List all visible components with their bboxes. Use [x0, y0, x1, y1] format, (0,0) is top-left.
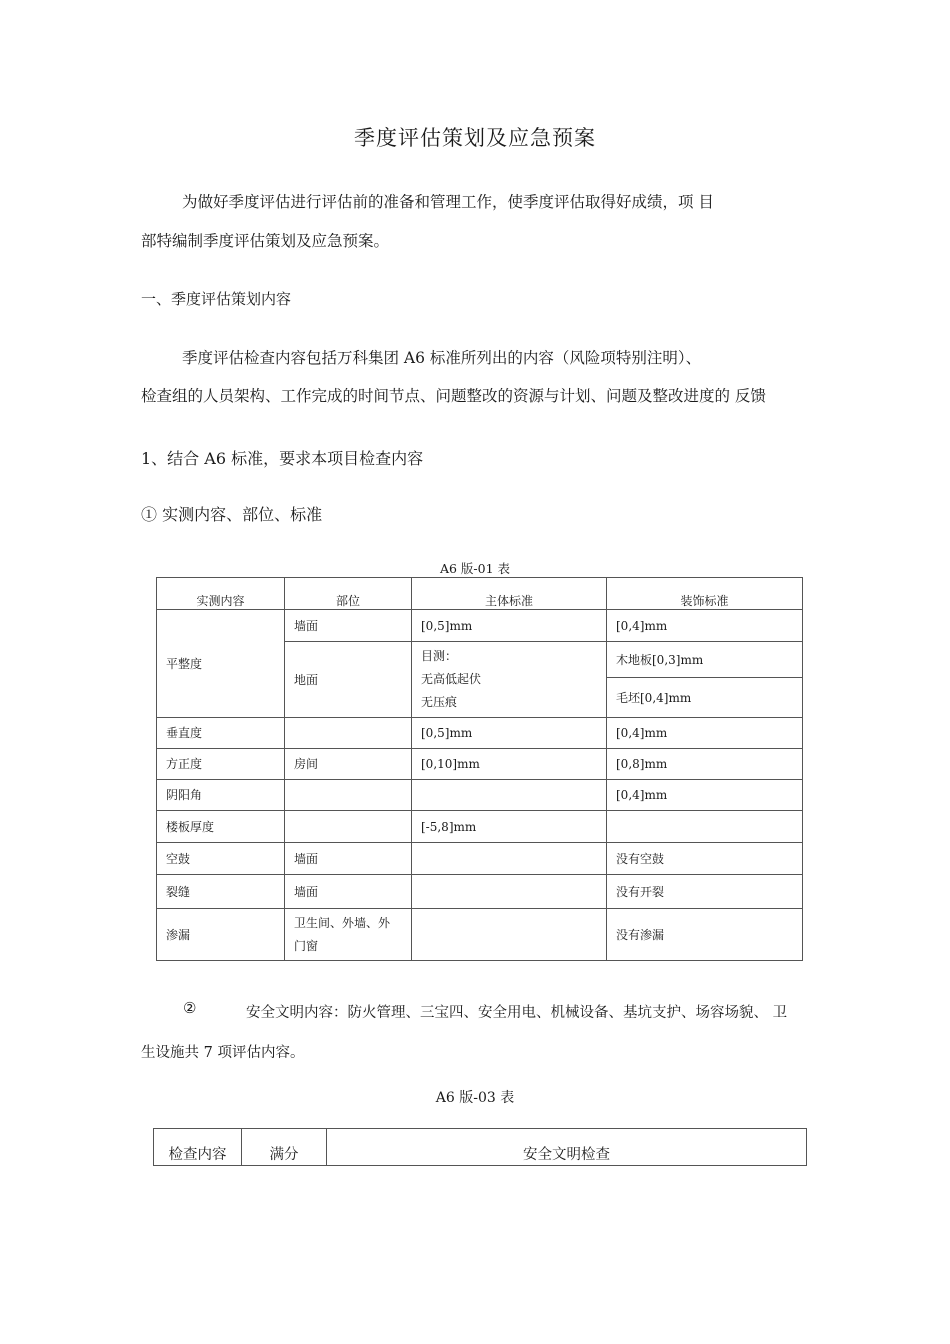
header-item: 实测内容 — [157, 578, 285, 610]
leak-part-line: 卫生间、外墙、外 — [294, 915, 391, 930]
cell-part — [285, 718, 412, 749]
cell-main — [412, 909, 607, 961]
cell-floor-part: 地面 — [285, 642, 412, 718]
cell-floor-deco-rough: 毛坯[0,4]mm — [607, 678, 803, 718]
intro-line-1: 为做好季度评估进行评估前的准备和管理工作，使季度评估取得好成绩，项 目 — [182, 193, 714, 211]
para2-line-2: 检查组的人员架构、工作完成的时间节点、问题整改的资源与计划、问题及整改进度的 反馈 — [141, 387, 766, 405]
cell-part — [285, 780, 412, 811]
leak-part-line: 门窗 — [294, 938, 319, 953]
measurement-table — [156, 577, 803, 961]
table2-caption: A6 版-03 表 — [435, 1090, 515, 1106]
item-1-heading: ① 实测内容、部位、标准 — [141, 505, 323, 524]
table-row — [157, 610, 803, 642]
cell-flatness: 平整度 — [157, 610, 285, 718]
cell-main — [412, 843, 607, 875]
page-title: 季度评估策划及应急预案 — [354, 126, 596, 150]
header-deco-standard: 装饰标准 — [607, 578, 803, 610]
intro-line-2: 部特编制季度评估策划及应急预案。 — [141, 232, 390, 250]
cell-main — [412, 875, 607, 909]
cell-item: 渗漏 — [157, 909, 285, 961]
header-part: 部位 — [285, 578, 412, 610]
cell-part — [285, 811, 412, 843]
cell-main: [0,5]mm — [412, 718, 607, 749]
cell-part: 房间 — [285, 749, 412, 780]
cell-main: [0,10]mm — [412, 749, 607, 780]
header-safety-check: 安全文明检查 — [327, 1129, 807, 1166]
cell-leak-part — [285, 909, 412, 961]
header-main-standard: 主体标准 — [412, 578, 607, 610]
table1-caption: A6 版-01 表 — [439, 561, 511, 576]
item-2-number: ② — [183, 999, 197, 1017]
cell-item: 楼板厚度 — [157, 811, 285, 843]
header-check-item: 检查内容 — [154, 1129, 242, 1166]
cell-deco: [0,4]mm — [607, 718, 803, 749]
cell-wall-part: 墙面 — [285, 610, 412, 642]
cell-item: 方正度 — [157, 749, 285, 780]
item-2-line-2: 生设施共 7 项评估内容。 — [141, 1045, 305, 1061]
cell-floor-deco-wood: 木地板[0,3]mm — [607, 642, 803, 678]
header-full-score: 满分 — [242, 1129, 327, 1166]
floor-main-line: 无高低起伏 — [421, 672, 482, 686]
cell-item: 垂直度 — [157, 718, 285, 749]
safety-table — [153, 1128, 807, 1166]
section-heading-1: 一、季度评估策划内容 — [141, 290, 292, 308]
table-row — [157, 718, 803, 749]
table-header-row — [157, 578, 803, 610]
table-row — [157, 909, 803, 961]
subsection-heading-1: 1、结合 A6 标准，要求本项目检查内容 — [141, 449, 424, 468]
cell-deco: 没有渗漏 — [607, 909, 803, 961]
cell-deco: 没有空鼓 — [607, 843, 803, 875]
cell-part: 墙面 — [285, 875, 412, 909]
cell-item: 阴阳角 — [157, 780, 285, 811]
cell-deco — [607, 811, 803, 843]
table-row — [157, 780, 803, 811]
cell-deco: 没有开裂 — [607, 875, 803, 909]
cell-part: 墙面 — [285, 843, 412, 875]
item-2-line-1: 安全文明内容：防火管理、三宝四、安全用电、机械设备、基坑支护、场容场貌、 卫 — [246, 1005, 788, 1021]
cell-deco: [0,4]mm — [607, 780, 803, 811]
table-row — [157, 811, 803, 843]
table-row — [157, 875, 803, 909]
cell-item: 空鼓 — [157, 843, 285, 875]
floor-main-line: 目测： — [421, 649, 458, 663]
table-row — [157, 843, 803, 875]
table-header-row — [154, 1129, 807, 1166]
cell-floor-main — [412, 642, 607, 718]
table-row — [157, 749, 803, 780]
cell-deco: [0,8]mm — [607, 749, 803, 780]
cell-main — [412, 780, 607, 811]
para2-line-1: 季度评估检查内容包括万科集团 A6 标准所列出的内容（风险项特别注明）、 — [182, 349, 702, 367]
floor-main-line: 无压痕 — [421, 695, 458, 709]
cell-item: 裂缝 — [157, 875, 285, 909]
cell-wall-main: [0,5]mm — [412, 610, 607, 642]
cell-main: [-5,8]mm — [412, 811, 607, 843]
cell-wall-deco: [0,4]mm — [607, 610, 803, 642]
